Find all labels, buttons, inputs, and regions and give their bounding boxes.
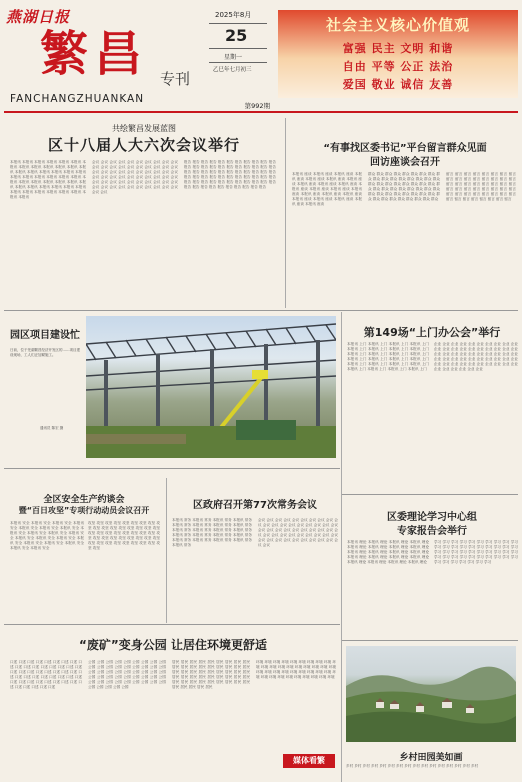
column-divider: [166, 478, 167, 623]
office-meeting-body-column-1: 本报讯 上门 本报讯 上门 本报讯 上门 本报讯 上门 本报讯 上门 本报讯 上门 本报讯 上门 本报讯 上门 本报讯 上门 本报讯 上门 本报讯 上门 本报讯 上门 本报讯 上门 本报讯 上门 本报讯 上门 本报讯 上门 本报讯 上门 本报讯 上门 本报讯 上门 本报讯 上门 本报讯 上门 本报讯 上门 本报讯 上门 本报讯 上门: [347, 342, 429, 371]
lunar-date: 乙巳年七月初三: [213, 67, 252, 73]
rural-scene-illustration: [346, 646, 516, 742]
slogan-title: 社会主义核心价值观: [325, 16, 470, 34]
weekday: 星期一: [224, 54, 243, 61]
section-rule: [4, 468, 340, 469]
office-meeting-body-column-2: 企业 企业 企业 企业 企业 企业 企业 企业 企业 企业 企业 企业 企业 企业 企业 企业 企业 企业 企业 企业 企业 企业 企业 企业 企业 企业 企业 企业 企业 企业 企业 企业 企业 企业 企业 企业 企业 企业 企业 企业 企业 企业 企业 企业 企业 企业 企业 企业 企业 企业 企业 企业 企业 企业 企业 企业: [434, 342, 518, 371]
gov-meeting-body-column-2: 会议 会议 会议 会议 会议 会议 会议 会议 会议 会议 会议 会议 会议 会议 会议 会议 会议 会议 会议 会议 会议 会议 会议 会议 会议 会议 会议 会议 会议 会议 会议 会议 会议 会议 会议 会议 会议 会议 会议 会议 会议 会议 会议 会议 会议 会议 会议 会议 会议: [258, 518, 338, 547]
park-caption: 日前，位于芜湖繁昌经济开发区的……项目建设现场，工人们正加紧施工。: [10, 348, 80, 357]
office-meeting-headline: 第149场“上门办公会”举行: [363, 326, 501, 339]
theory-body-column-1: 本报讯 理论 本报讯 理论 本报讯 理论 本报讯 理论 本报讯 理论 本报讯 理论 本报讯 理论 本报讯 理论 本报讯 理论 本报讯 理论 本报讯 理论 本报讯 理论 本报讯 理论 本报讯 理论 本报讯 理论 本报讯 理论 本报讯 理论 本报讯 理论 本报讯 理论 本报讯 理论: [347, 540, 429, 564]
park-credit: 通讯员 陈宏 摄: [40, 426, 64, 430]
theory-headline-1: 区委理论学习中心组: [387, 512, 477, 523]
section-rule: [4, 624, 340, 625]
supplement-type: 专刊: [160, 70, 191, 88]
section-rule: [4, 310, 518, 311]
mine-park-body-column-3: 居民 居民 居民 居民 居民 居民 居民 居民 居民 居民 居民 居民 居民 居民 居民 居民 居民 居民 居民 居民 居民 居民 居民 居民 居民 居民 居民 居民 居民 居民 居民 居民 居民 居民 居民 居民 居民 居民 居民 居民 居民 居民 居民 居民 居民 居民 居民 居民 居民 居民: [172, 660, 250, 689]
construction-scene-illustration: [86, 316, 336, 458]
pinyin-title: FANCHANGZHUANKAN: [10, 93, 145, 105]
rural-landscape-photo: [346, 646, 516, 742]
slogan-line-2: 自由 平等 公正 法治: [342, 60, 454, 73]
date-rule: [209, 23, 267, 24]
column-divider: [285, 118, 286, 308]
lead-body-column-1: 本报讯 本报讯 本报讯 本报讯 本报讯 本报讯 本报讯 本报讯 本报讯 本报讯 本报讯 本报讯 本报讯 本报讯 本报讯 本报讯 本报讯 本报讯 本报讯 本报讯 本报讯 本报讯 本报讯 本报讯 本报讯 本报讯 本报讯 本报讯 本报讯 本报讯 本报讯 本报讯 本报讯 本报讯 本报讯 本报讯 本报讯 本报讯 本报讯 本报讯 本报讯 本报讯 本报讯 本报讯 本报讯 本报讯: [10, 160, 86, 199]
column-divider: [341, 312, 342, 782]
date-rule: [209, 62, 267, 63]
committee-body-column-1: 本报讯 座谈 本报讯 座谈 本报讯 座谈 本报讯 座谈 本报讯 座谈 本报讯 座谈 本报讯 座谈 本报讯 座谈 本报讯 座谈 本报讯 座谈 本报讯 座谈 本报讯 座谈 本报讯 座谈 本报讯 座谈 本报讯 座谈 本报讯 座谈 本报讯 座谈 本报讯 座谈 本报讯 座谈 本报讯 座谈 本报讯 座谈 本报讯 座谈: [292, 172, 362, 206]
lead-kicker: 共绘繁昌发展蓝图: [112, 124, 176, 133]
lead-headline: 区十八届人大六次会议举行: [47, 136, 240, 154]
media-badge: 媒体看繁: [283, 754, 335, 768]
committee-body-column-3: 留言 留言 留言 留言 留言 留言 留言 留言 留言 留言 留言 留言 留言 留言 留言 留言 留言 留言 留言 留言 留言 留言 留言 留言 留言 留言 留言 留言 留言 留言 留言 留言 留言 留言 留言 留言 留言 留言 留言 留言 留言 留言 留言 留言 留言 留言 留言 留言: [446, 172, 516, 201]
date-year-month: 2025年8月: [215, 11, 252, 19]
park-headline: 园区项目建设忙: [10, 330, 80, 341]
mine-park-body-column-4: 环境 环境 环境 环境 环境 环境 环境 环境 环境 环境 环境 环境 环境 环境 环境 环境 环境 环境 环境 环境 环境 环境 环境 环境 环境 环境 环境 环境 环境 环境 环境 环境 环境 环境 环境 环境 环境 环境: [256, 660, 336, 679]
issue-number: 第992期: [244, 102, 270, 110]
lead-body-column-3: 报告 报告 报告 报告 报告 报告 报告 报告 报告 报告 报告 报告 报告 报告 报告 报告 报告 报告 报告 报告 报告 报告 报告 报告 报告 报告 报告 报告 报告 报告 报告 报告 报告 报告 报告 报告 报告 报告 报告 报告 报告 报告 报告 报告 报告 报告 报告 报告 报告 报告 报告 报告 报告 报告 报告 报告 报告 报告 报告 报告 报告 报告 报告 报告 报告: [184, 160, 276, 189]
rural-caption: 乡村 乡村 乡村 乡村 乡村 乡村 乡村 乡村 乡村 乡村 乡村 乡村 乡村 乡村 乡村 乡村: [346, 764, 479, 768]
supplement-title: 繁昌: [40, 26, 149, 82]
safety-body-column-1: 本报讯 安全 本报讯 安全 本报讯 安全 本报讯 安全 本报讯 安全 本报讯 安全 本报讯 安全 本报讯 安全 本报讯 安全 本报讯 安全 本报讯 安全 本报讯 安全 本报讯 安全 本报讯 安全 本报讯 安全 本报讯 安全 本报讯 安全 本报讯 安全 本报讯 安全 本报讯 安全: [10, 521, 84, 550]
construction-site-photo: [86, 316, 336, 458]
date-box: [205, 10, 267, 98]
lead-body-column-2: 会议 会议 会议 会议 会议 会议 会议 会议 会议 会议 会议 会议 会议 会议 会议 会议 会议 会议 会议 会议 会议 会议 会议 会议 会议 会议 会议 会议 会议 会议 会议 会议 会议 会议 会议 会议 会议 会议 会议 会议 会议 会议 会议 会议 会议 会议 会议 会议 会议 会议 会议 会议 会议 会议 会议 会议 会议 会议 会议 会议 会议 会议: [92, 160, 178, 194]
theory-headline-2: 专家报告会举行: [397, 526, 467, 537]
masthead-rule: [4, 111, 518, 113]
slogan-banner: [278, 10, 518, 98]
masthead: [0, 0, 522, 110]
mine-park-body-column-2: 公园 公园 公园 公园 公园 公园 公园 公园 公园 公园 公园 公园 公园 公园 公园 公园 公园 公园 公园 公园 公园 公园 公园 公园 公园 公园 公园 公园 公园 公园 公园 公园 公园 公园 公园 公园 公园 公园 公园 公园 公园 公园 公园 公园 公园 公园 公园 公园 公园 公园: [88, 660, 166, 689]
gov-meeting-headline: 区政府召开第77次常务会议: [193, 500, 317, 511]
gov-meeting-body-column-1: 本报讯 常务 本报讯 常务 本报讯 常务 本报讯 常务 本报讯 常务 本报讯 常务 本报讯 常务 本报讯 常务 本报讯 常务 本报讯 常务 本报讯 常务 本报讯 常务 本报讯 常务 本报讯 常务 本报讯 常务 本报讯 常务 本报讯 常务 本报讯 常务 本报讯 常务 本报讯 常务 本报讯 常务: [172, 518, 252, 547]
rural-headline: 乡村田园美如画: [399, 753, 463, 763]
date-rule: [209, 48, 267, 49]
mine-park-body-column-1: 口述 口述 口述 口述 口述 口述 口述 口述 口述 口述 口述 口述 口述 口述 口述 口述 口述 口述 口述 口述 口述 口述 口述 口述 口述 口述 口述 口述 口述 口述 口述 口述 口述 口述 口述 口述 口述 口述 口述 口述 口述 口述 口述 口述 口述 口述 口述 口述: [10, 660, 82, 689]
safety-body-column-2: 攻坚 攻坚 攻坚 攻坚 攻坚 攻坚 攻坚 攻坚 攻坚 攻坚 攻坚 攻坚 攻坚 攻坚 攻坚 攻坚 攻坚 攻坚 攻坚 攻坚 攻坚 攻坚 攻坚 攻坚 攻坚 攻坚 攻坚 攻坚 攻坚 攻坚 攻坚 攻坚 攻坚 攻坚 攻坚 攻坚 攻坚 攻坚 攻坚 攻坚 攻坚 攻坚 攻坚 攻坚: [88, 521, 160, 550]
section-rule: [342, 494, 518, 495]
mine-park-headline: “废矿”变身公园 让居住环境更舒适: [79, 638, 267, 652]
slogan-line-1: 富强 民主 文明 和谐: [342, 42, 454, 55]
newspaper-logo: 燕湖日报: [6, 8, 71, 26]
safety-headline-1: 全区安全生产约谈会: [43, 495, 125, 505]
committee-headline-1: “有事找区委书记”平台留言群众见面: [323, 143, 487, 154]
section-rule: [342, 640, 518, 641]
theory-body-column-2: 学习 学习 学习 学习 学习 学习 学习 学习 学习 学习 学习 学习 学习 学习 学习 学习 学习 学习 学习 学习 学习 学习 学习 学习 学习 学习 学习 学习 学习 学习 学习 学习 学习 学习 学习 学习 学习 学习 学习 学习 学习 学习 学习 学习 学习 学习 学习: [434, 540, 518, 564]
slogan-line-3: 爱国 敬业 诚信 友善: [342, 78, 454, 91]
committee-headline-2: 回访座谈会召开: [370, 157, 440, 168]
date-day: 25: [225, 26, 248, 45]
safety-headline-2: 暨“百日攻坚”专项行动动员会议召开: [18, 506, 150, 515]
committee-body-column-2: 群众 群众 群众 群众 群众 群众 群众 群众 群众 群众 群众 群众 群众 群众 群众 群众 群众 群众 群众 群众 群众 群众 群众 群众 群众 群众 群众 群众 群众 群众 群众 群众 群众 群众 群众 群众 群众 群众 群众 群众 群众 群众 群众 群众 群众 群众 群众 群众 群众 群众 群众: [368, 172, 440, 201]
